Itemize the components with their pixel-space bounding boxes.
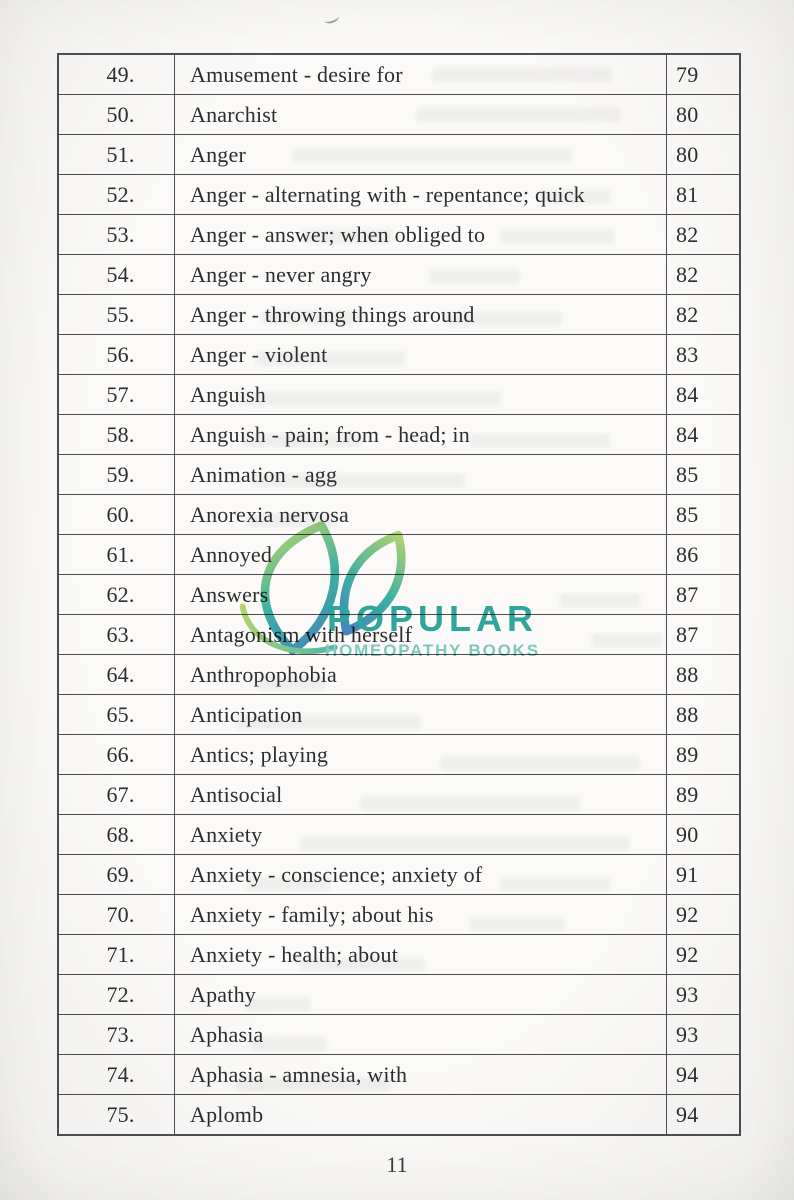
page-cell: 88 [676,701,699,727]
serial-cell: 70. [59,895,175,934]
table-row [59,95,739,135]
table-row [59,695,739,735]
serial-cell: 75. [59,1095,175,1134]
rubric-cell: Apathy [175,975,667,1014]
page-cell: 84 [676,421,699,447]
table-row [59,135,739,175]
page-cell: 85 [676,501,699,527]
rubric-cell: Anger - never angry [175,255,667,294]
table-row [59,855,739,895]
table-row [59,815,739,855]
serial-cell: 58. [59,415,175,454]
page-cell: 93 [676,981,699,1007]
page-cell: 83 [676,341,699,367]
table-row [59,455,739,495]
rubric-cell: Aplomb [175,1095,667,1134]
page-cell: 82 [676,221,699,247]
watermark-title: POPULAR [327,598,539,639]
table-row [59,1015,739,1055]
serial-cell: 64. [59,655,175,694]
serial-cell: 67. [59,775,175,814]
rubric-cell: Annoyed [175,535,667,574]
rubric-cell: Anger [175,135,667,174]
rubric-cell: Antics; playing [175,735,667,774]
page-cell: 92 [676,901,699,927]
serial-cell: 69. [59,855,175,894]
index-table [57,53,741,1136]
serial-cell: 65. [59,695,175,734]
table-row [59,655,739,695]
serial-cell: 73. [59,1015,175,1054]
rubric-cell: Anticipation [175,695,667,734]
table-row [59,255,739,295]
page-cell: 91 [676,861,699,887]
table-row [59,295,739,335]
serial-cell: 50. [59,95,175,134]
page-cell: 81 [676,181,699,207]
rubric-cell: Anger - violent [175,335,667,374]
pen-mark [323,12,340,25]
serial-cell: 55. [59,295,175,334]
page-cell: 92 [676,941,699,967]
page-cell: 87 [676,581,699,607]
rubric-cell: Anxiety - family; about his [175,895,667,934]
page-cell: 86 [676,541,699,567]
rubric-cell: Anxiety - health; about [175,935,667,974]
serial-cell: 71. [59,935,175,974]
table-row [59,975,739,1015]
page-cell: 89 [676,781,699,807]
rubric-cell: Anorexia nervosa [175,495,667,534]
serial-cell: 52. [59,175,175,214]
page-cell: 87 [676,621,699,647]
serial-cell: 49. [59,55,175,94]
serial-cell: 68. [59,815,175,854]
page-cell: 88 [676,661,699,687]
table-row [59,735,739,775]
page-cell: 82 [676,301,699,327]
table-row [59,375,739,415]
table-row [59,55,739,95]
page-cell: 94 [676,1061,699,1087]
serial-cell: 53. [59,215,175,254]
table-row [59,615,739,655]
table-row [59,535,739,575]
serial-cell: 74. [59,1055,175,1094]
serial-cell: 60. [59,495,175,534]
serial-cell: 62. [59,575,175,614]
rubric-cell: Anguish [175,375,667,414]
page-cell: 80 [676,101,699,127]
page-cell: 84 [676,381,699,407]
page-cell: 90 [676,821,699,847]
table-row [59,895,739,935]
rubric-cell: Anger - alternating with - repentance; quick [175,175,667,214]
rubric-cell: Aphasia [175,1015,667,1054]
serial-cell: 51. [59,135,175,174]
page-number: 11 [386,1152,408,1177]
serial-cell: 59. [59,455,175,494]
table-row [59,775,739,815]
serial-cell: 63. [59,615,175,654]
serial-cell: 66. [59,735,175,774]
page-cell: 79 [676,61,699,87]
rubric-cell: Animation - agg [175,455,667,494]
rubric-cell: Anger - throwing things around [175,295,667,334]
rubric-cell: Anxiety - conscience; anxiety of [175,855,667,894]
page-cell: 89 [676,741,699,767]
table-row [59,1055,739,1095]
serial-cell: 54. [59,255,175,294]
serial-cell: 72. [59,975,175,1014]
rubric-cell: Anthropophobia [175,655,667,694]
table-row [59,495,739,535]
watermark-subtitle: HOMEOPATHY BOOKS [325,641,540,660]
rubric-cell: Anger - answer; when obliged to [175,215,667,254]
table-row [59,175,739,215]
rubric-cell: Amusement - desire for [175,55,667,94]
page-cell: 82 [676,261,699,287]
rubric-cell: Antisocial [175,775,667,814]
rubric-cell: Answers [175,575,667,614]
rubric-cell: Aphasia - amnesia, with [175,1055,667,1094]
rubric-cell: Anarchist [175,95,667,134]
rubric-cell: Anguish - pain; from - head; in [175,415,667,454]
table-row [59,335,739,375]
table-row [59,1095,739,1134]
serial-cell: 61. [59,535,175,574]
page-cell: 85 [676,461,699,487]
serial-cell: 56. [59,335,175,374]
rubric-cell: Antagonism with herself [175,615,667,654]
serial-cell: 57. [59,375,175,414]
table-row [59,575,739,615]
table-row [59,215,739,255]
page-cell: 80 [676,141,699,167]
rubric-cell: Anxiety [175,815,667,854]
page-cell: 94 [676,1101,699,1127]
table-row [59,415,739,455]
page-cell: 93 [676,1021,699,1047]
table-row [59,935,739,975]
